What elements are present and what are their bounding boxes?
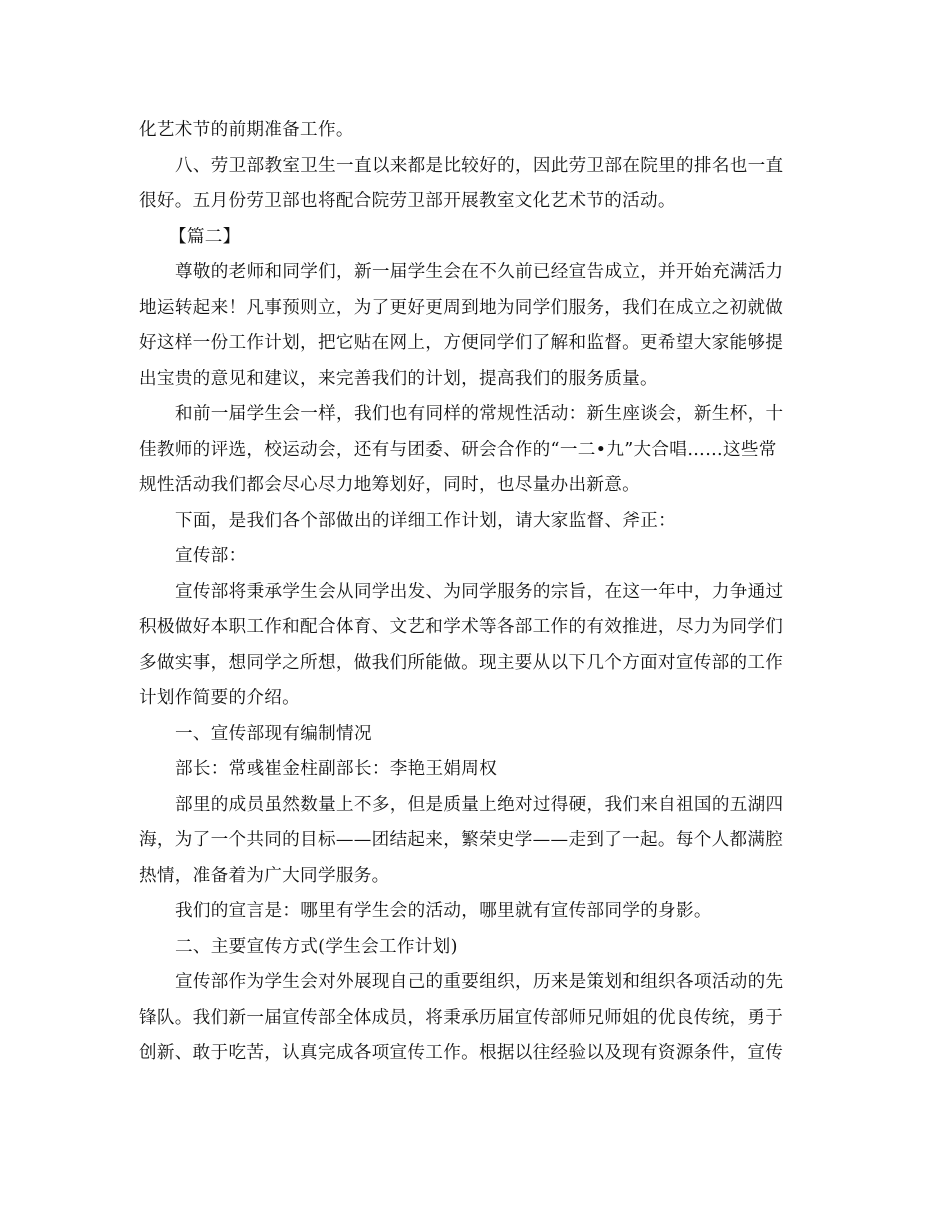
text-line: 很好。五月份劳卫部也将配合院劳卫部开展教室文化艺术节的活动。 <box>139 191 676 211</box>
section-heading-part-two: 【篇二】 <box>169 226 241 247</box>
text-line-paragraph-start: 下面，是我们各个部做出的详细工作计划，请大家监督、斧正： <box>175 510 677 531</box>
text-line-paragraph-start: 尊敬的老师和同学们，新一届学生会在不久前已经宣告成立，并开始充满活力 <box>175 262 784 282</box>
text-line-declaration: 我们的宣言是：哪里有学生会的活动，哪里就有宣传部同学的身影。 <box>175 901 712 921</box>
text-line: 锋队。我们新一届宣传部全体成员，将秉承历届宣传部师兄师姐的优良传统，勇于 <box>139 1007 784 1028</box>
text-line-paragraph-start: 部里的成员虽然数量上不多，但是质量上绝对过得硬，我们来自祖国的五湖四 <box>175 794 784 815</box>
text-line-continuation: 化艺术节的前期准备工作。 <box>139 120 354 140</box>
text-line: 规性活动我们都会尽心尽力地筹划好，同时，也尽量办出新意。 <box>139 475 641 495</box>
text-line: 佳教师的评选，校运动会，还有与团委、研会合作的“一二•九”大合唱……这些常 <box>139 439 777 460</box>
text-line-paragraph-start: 和前一届学生会一样，我们也有同样的常规性活动：新生座谈会，新生杯，十 <box>175 404 784 424</box>
text-line-paragraph-start: 宣传部将秉承学生会从同学出发、为同学服务的宗旨，在这一年中，力争通过 <box>175 581 784 602</box>
text-line-paragraph-start: 宣传部作为学生会对外展现自己的重要组织，历来是策划和组织各项活动的先 <box>175 972 784 992</box>
text-line: 海，为了一个共同的目标——团结起来，繁荣史学——走到了一起。每个人都满腔 <box>139 830 784 850</box>
text-line: 热情，准备着为广大同学服务。 <box>139 865 390 886</box>
text-line-section-eight: 八、劳卫部教室卫生一直以来都是比较好的，因此劳卫部在院里的排名也一直 <box>175 155 784 176</box>
text-line: 计划作简要的介绍。 <box>139 688 301 708</box>
text-line: 好这样一份工作计划，把它贴在网上，方便同学们了解和监督。更希望大家能够提 <box>139 333 784 353</box>
text-line: 地运转起来！凡事预则立，为了更好更周到地为同学们服务，我们在成立之初就做 <box>139 297 784 318</box>
document-body <box>139 113 814 1072</box>
text-line: 出宝贵的意见和建议，来完善我们的计划，提高我们的服务质量。 <box>139 368 658 389</box>
text-line-staff-list: 部长：常彧崔金柱副部长：李艳王娟周权 <box>175 759 498 779</box>
subheading-publicity-methods: 二、主要宣传方式(学生会工作计划) <box>175 936 458 957</box>
text-line: 创新、敢于吃苦，认真完成各项宣传工作。根据以往经验以及现有资源条件，宣传 <box>139 1043 784 1063</box>
text-line: 多做实事，想同学之所想，做我们所能做。现主要从以下几个方面对宣传部的工作 <box>139 652 784 673</box>
text-line: 积极做好本职工作和配合体育、文艺和学术等各部工作的有效推进，尽力为同学们 <box>139 617 784 637</box>
subheading-staffing: 一、宣传部现有编制情况 <box>175 723 372 744</box>
subheading-publicity-department: 宣传部： <box>175 546 247 566</box>
